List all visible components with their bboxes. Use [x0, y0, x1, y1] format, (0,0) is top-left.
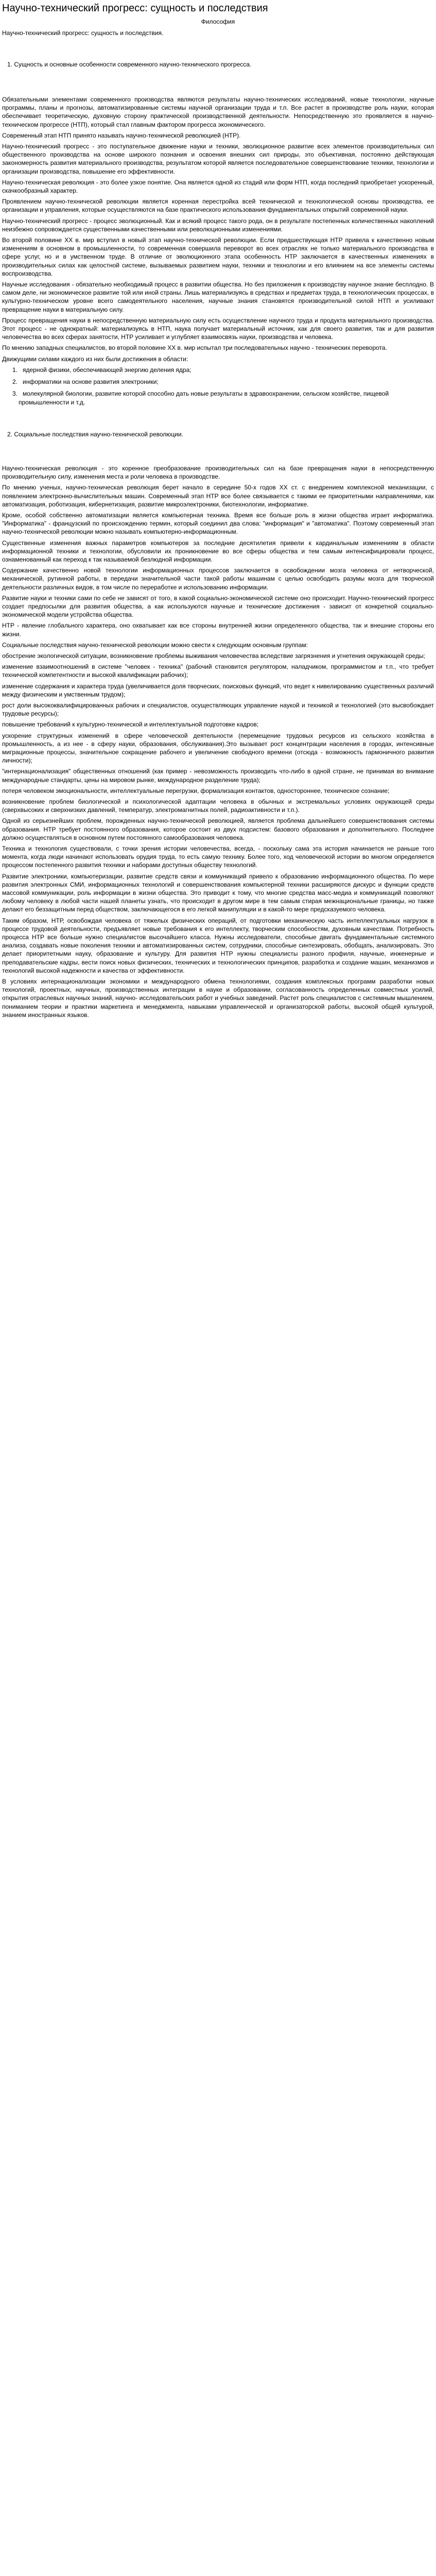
paragraph: Развитие науки и техники сами по себе не зависят от того, в какой социально-экономической системе оно происходит. Научно-технический прогресс создает предпосылки для развития общества, а как используются научные и технические достижения - зависит от конкретной социально-экономической модели устройства общества. — [2, 594, 434, 619]
paragraph: рост доли высококвалифицированных рабочих и специалистов, осуществляющих управление наукой и техникой и технологией (это высвобождает трудовые ресурсы); — [2, 701, 434, 718]
paragraph: Техника и технология существовали, с точки зрения истории человечества, всегда, - поскольку сама эта история начинается не раньше того момента, когда люди начинают использовать орудия труда, то есть самую технику. Более того, ход человеческой истории во многом определяется процессом постепенного развития техники и наборами доступных обществу технологий. — [2, 845, 434, 869]
list-item-number: 3. — [12, 389, 18, 397]
paragraph: Таким образом, НТР, освобождая человека от тяжелых физических операций, от подготовки механическую часть интеллектуальных нагрузок в процессе трудовой деятельности, предъявляет новые требования к его интеллекту, творческим способностям, духовным качествам. Потребность процесса НТР все больше нужно специалистов высочайшего класса. Нужны исследователи, способные двигать фундаментальные системного анализа, создавать новые поколения техники и автоматизированных систем, сотрудники, способные синтезировать, обобщать, анализировать. Это делает приоритетными науку, образование и культуру. Для развития НТР нужны специалисты разного профиля, научные, инженерные и преподавательские кадры, вести поиск новых физических, технических и технологических принципов, разработка и создание машин, механизмов и технологий высокой надежности и качества от эффективности. — [2, 917, 434, 974]
section-2-heading: 2. Социальные последствия научно-технической революции. — [7, 430, 183, 438]
paragraph: Во второй половине ХХ в. мир вступил в новый этап научно-технической революции. Если предшествующая НТР привела к качественно новым изменениям в основном в промышленности, то современная совершила переворот во всех отраслях не только материального производства в сфере услуг, но и в умственном труде. В отличие от эволюционного этапа особенность НТР заключается в качественных изменениях в производительных силах как целостной системе, вызываемых развитием науки, техники и технологии и его влиянием на все элементы системы воспроизводства. — [2, 236, 434, 277]
paragraph: Социальные последствия научно-технической революции можно свести к следующим основным группам: — [2, 641, 308, 649]
list-item-text: молекулярной биологии, развитие которой способно дать новые результаты в здравоохранении, сельском хозяйстве, пищевой промышленности и т.д. — [19, 389, 389, 406]
paragraph: потеря человеком эмоциональности, интеллектуальные перегрузки, формализация контактов, одностороннее, техническое сознание; — [2, 787, 390, 794]
section-2-body — [2, 464, 434, 1019]
paragraph: "интернационализация" общественных отношений (как пример - невозможность производить что-либо в одной стране, не принимая во внимание международные стандарты, цены на мировом рынке, международное разделение труда); — [2, 768, 434, 784]
list-item-text: ядерной физики, обеспечивающей энергию деления ядра; — [23, 366, 191, 374]
paragraph: По мнению ученых, научно-техническая революция берет начало в середине 50-х годов XX ст. с внедрением комплексной механизации, с появлением электронно-вычислительных машин. Современный этап НТР все более связывается с такими ее приоритетными направлениями, как автоматизация, роботизация, кибернетизация, развитие микроэлектроники, биотехнологии, информатике. — [2, 484, 434, 508]
achievements-list — [2, 366, 434, 407]
paragraph: Кроме, особой собственно автоматизации является компьютерная техника. Время все больше роль в жизни общества играет информатика. "Информатика" - французский по происхождению термин, который соединил два слова: "информация" и "автоматика". Поэтому современный этап научно-технической революции можно называть компьютерно-информационным. — [2, 511, 434, 536]
list-item — [2, 378, 434, 386]
section-1-spacer — [2, 69, 434, 95]
paragraph: изменение взаимоотношений в системе "человек - техника" (рабочий становится регулятором, наладчиком, программистом и т.п., что требует технической компетентности и высокой квалификации рабочих); — [2, 663, 434, 679]
list-item-text: информатики на основе развития электроники; — [23, 378, 159, 385]
paragraph: Научно-техническая революция - это более узкое понятие. Она является одной из стадий или форм НТП, когда последний приобретает ускоренный, скачкообразный характер. — [2, 178, 434, 195]
paragraph: Одной из серьезнейших проблем, порожденных научно-технической революцией, является проблема дальнейшего совершенствования системы образования. НТР требует постоянного образования, которое состоит из двух подсистем: базового образования и дополнительного. Последнее должно осуществляться в основном путем постоянного самообразования человека. — [2, 817, 434, 841]
paragraph: возникновение проблем биологической и психологической адаптации человека в обычных и экстремальных условиях окружающей среды (сверхвысоких и сверхнизких давлений, температур, электромагнитных полей, радиоактивности и т.п.). — [2, 798, 434, 814]
paragraph: В условиях интернационализации экономики и международного обмена технологиями, создания комплексных программ разработки новых технологий, проектных, научных, производственных интеграции в науке и образовании, согласованность определенных совместных усилий, открытия отраслевых научных знаний, научно- исследовательских работ и учебных заведений. Растет роль специалистов с системным мышлением, пониманием теории и практики маркетинга и менеджмента, навыками управленческой и организаторской работы, высокой общей культурой, знанием иностранных языков. — [2, 978, 434, 1019]
paragraph: Обязательными элементами современного производства являются результаты научно-технических исследований, новые технологии, научные программы, планы и прогнозы, автоматизированные системы научной организации труда и т.п. Все растет в производстве роль науки, которая обеспечивает теоретическую, духовную сторону практической производственной деятельности. Непосредственную это проявляется в научно-техническом прогрессе (НТП), который стал главным фактором прогресса экономического. — [2, 96, 434, 128]
list-item — [2, 389, 434, 407]
paragraph: Развитие электроники, компьютеризации, развитие средств связи и коммуникаций привело к образованию информационного общества. По мере развития электронных СМИ, информационных технологий и совершенствования компьютерной техники расширяются дискурс и функции средств массовой коммуникации, роль информации в жизни общества. Это приводит к тому, что многие средства масс-медиа и коммуникаций позволяют любому человеку в любой части нашей планеты узнать, что происходит в другом мире в тем самым стирая межнациональные границы, но также делают его беззащитным перед обществом, заключающегося в его легкой манипуляции и в какой-то мере предсказуемого человека. — [2, 872, 434, 913]
paragraph: Проявлением научно-технической революции является коренная перестройка всей технической и технологической основы производства, ее организации и управления, которые осуществляются на базе практического использования фундаментальных открытий современной науки. — [2, 198, 434, 214]
paragraph: Научно-техническая революция - это коренное преобразование производительных сил на базе превращения науки в непосредственную производительную силу, изменения места и роли человека в производстве. — [2, 464, 434, 481]
list-item-number: 1. — [12, 366, 18, 374]
paragraph: НТР - явление глобального характера, оно охватывает как все стороны внутренней жизни определенного общества, так и внешние стороны его жизни. — [2, 622, 434, 638]
paragraph: ускорение структурных изменений в сфере человеческой деятельности (перемещение трудовых ресурсов из сельского хозяйства в промышленность, а из нее - в сферу науки, образования, обслуживания).Это вызывает рост концентрации населения в городах, интенсивные миграционные процессы, значительное сокращение рабочего и увеличение свободного времени (отсюда - возможность гармоничного развития личности); — [2, 732, 434, 765]
section-1-body — [2, 95, 434, 363]
category-label: Философия — [201, 18, 235, 25]
paragraph: повышение требований к культурно-технической и интеллектуальной подготовке кадров; — [2, 721, 259, 728]
paragraph: Существенные изменения важных параметров компьютеров за последние десятилетия привели к кардинальным изменениям в области информационной техники и технологии, обусловили их проникновение во все сферы общества и тем самым интенсифицировали процесс, ознаменованный как переход к так называемой безлюдной информации. — [2, 539, 434, 563]
section-1-heading: 1. Сущность и основные особенности современного научно-технического прогресса. — [7, 61, 252, 68]
paragraph: Движущими силами каждого из них были достижения в области: — [2, 355, 188, 363]
section-2-spacer — [2, 438, 434, 464]
paragraph: Содержание качественно новой технологии информационных процессов заключается в освобождении мозга человека от нетворческой, механической, рутинной работы, в передачи значительной части такой работы машинам с целью освободить разумы мозга для творческой деятельности различных видов, в том числе по переработке и использованию информации. — [2, 567, 434, 591]
paragraph: Научные исследования - обязательно необходимый процесс в развитии общества. Но без приложения к производству научное знание бесплодно. В самом деле, ни экономическое развитие той или иной страны. Лишь материализуясь в средствах и предметах труда, в технологических процессах, в культурно-техническом уровне всего самодеятельного населения, научные знания становятся производительной силой НТП и усиливают превращение науки в материальную силу. — [2, 281, 434, 313]
page-title: Научно-технический прогресс: сущность и последствия — [2, 3, 268, 14]
list-item — [2, 366, 434, 375]
paragraph: Научно-технический прогресс - это поступательное движение науки и техники, эволюционное развитие всех элементов производительных сил общественного производства на основе широкого познания и освоения внешних сил природы, это объективная, постоянно действующая закономерность развития материального производства, результатом которой является последовательное совершенствование техники, технологии и организации производства, повышение его эффективности. — [2, 143, 434, 175]
paragraph: Процесс превращения науки в непосредственную материальную силу есть осуществление научного труда и продукта материального производства. Этот процесс - не однократный: материализуясь в НТП, наука получает материальный источник, как для своего развития, так и для развития человечества во всех сферах занятости, НТР усиливает и углубляет взаимосвязь науки, производства и человека. — [2, 316, 434, 341]
list-item-number: 2. — [12, 378, 18, 385]
paragraph: изменение содержания и характера труда (увеличивается доля творческих, поисковых функций, что ведет к нивелированию существенных различий между физическим и умственным трудом); — [2, 682, 434, 698]
paragraph: По мнению западных специалистов, во второй половине ХХ в. мир испытал три последовательных научно - технических переворота. — [2, 344, 387, 352]
paragraph: Современный этап НТП принято называть научно-технической революцией (НТР). — [2, 131, 241, 139]
paragraph: Научно-технический прогресс - процесс эволюционный. Как и всякий процесс такого рода, он в результате постепенных количественных накоплений неизбежно сопровождается существенными качественными или революционными изменениями. — [2, 217, 434, 233]
document-subtitle: Научно-технический прогресс: сущность и последствия. — [2, 29, 164, 37]
paragraph: обострение экологической ситуации, возникновение проблемы выживания человечества вследствие загрязнения и угнетения окружающей среды; — [2, 652, 425, 659]
